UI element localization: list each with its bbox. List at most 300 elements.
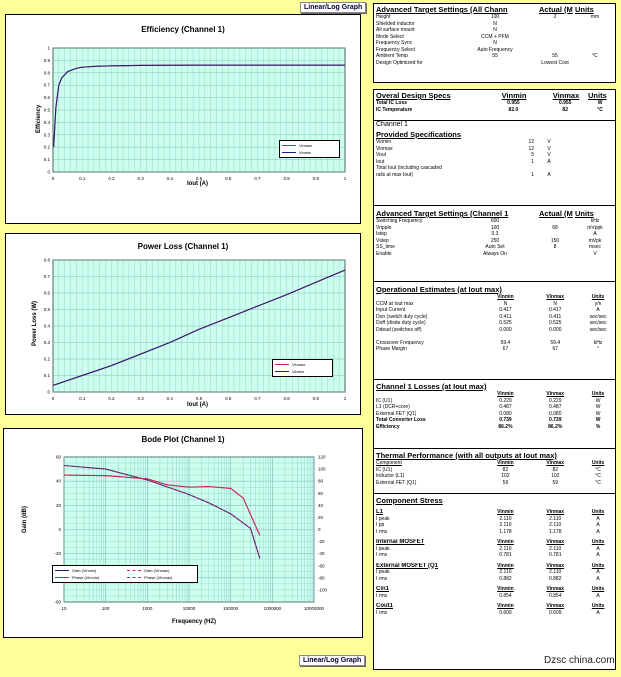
row-label: Istep — [376, 231, 387, 237]
x-tick-label: 0.8 — [283, 396, 290, 401]
col-header-vinmin: Vinmin — [497, 294, 514, 300]
row-value: W — [595, 410, 601, 417]
x-tick-label: 10 — [61, 606, 67, 611]
loss-total-row — [376, 424, 613, 431]
col-header: Vinmin — [497, 539, 514, 545]
col-header-vinmin: Vinmin — [501, 91, 527, 100]
section-title: Advanced Target Settings (All Chann — [376, 5, 508, 14]
design-row — [376, 107, 613, 114]
row-label: SS_time — [376, 244, 395, 250]
stress-row — [376, 593, 613, 600]
y-tick-label: 0.5 — [43, 107, 50, 113]
row-label: Ddead (switches off) — [376, 326, 422, 333]
row-label: Efficiency — [376, 423, 400, 430]
row-label: Vinmin — [376, 139, 392, 145]
row-value: 67 — [502, 346, 509, 352]
row-label: Enable — [376, 250, 392, 257]
row-label: Doff (diode duty cycle) — [376, 320, 426, 326]
row-value — [530, 251, 580, 258]
operational-rows — [376, 301, 613, 353]
row-label: I rms — [376, 575, 388, 582]
row-value: W — [595, 397, 601, 404]
row-value: °C — [592, 53, 598, 59]
row-value: °C — [597, 106, 603, 113]
stress-row — [376, 529, 613, 536]
row-value: 100 — [490, 14, 500, 20]
row-value: 1 — [531, 158, 534, 165]
x-tick-label: 0.9 — [312, 396, 319, 401]
row-label: Vinmax — [376, 145, 393, 152]
chart-title: Bode Plot (Channel 1) — [141, 435, 225, 444]
provided-rows — [376, 139, 613, 178]
row-label: Phase Margin — [376, 346, 407, 352]
row-value: 0.955 — [507, 100, 520, 106]
legend-item-vinmax: Vinmax — [282, 142, 337, 149]
row-value: Auto Set — [485, 244, 505, 250]
legend-item-phase-vinmax: Phase (Vinmax) — [127, 574, 195, 581]
row-value: 0.000 — [499, 326, 512, 333]
col-header-vinmax: Vinmax — [546, 294, 565, 300]
x-tick-label: 0.9 — [312, 176, 319, 181]
section-title: Provided Specifications — [376, 130, 462, 139]
stress-group-name: Internal MOSFET — [376, 539, 425, 545]
row-value: 59 — [502, 479, 509, 486]
col-header-units: Units — [591, 460, 605, 466]
x-axis-label: Iout (A) — [187, 402, 208, 408]
row-value: 5 — [531, 152, 534, 158]
y-tick-label: 0.1 — [43, 373, 50, 378]
row-label: L1 (DCR+core) — [376, 404, 410, 410]
row-value: A — [596, 528, 600, 535]
y-axis-label: Power Loss (W) — [32, 300, 38, 346]
efficiency-chart — [5, 14, 361, 224]
col-header-vinmin: Vinmin — [497, 391, 514, 397]
row-value: 0.854 — [499, 592, 512, 599]
row-value: 2.110 — [499, 569, 512, 575]
x-tick-label: 0 — [51, 396, 55, 401]
y-tick-label: 1 — [47, 45, 50, 51]
y2-tick-label: 0 — [318, 527, 321, 532]
row-value: 0.417 — [548, 307, 562, 313]
row-value: ° — [597, 346, 600, 352]
col-header: Units — [591, 586, 605, 592]
row-label: Don (switch duty cycle) — [376, 313, 428, 320]
y2-tick-label: -80 — [318, 575, 325, 581]
row-label: Height — [376, 14, 391, 20]
row-value: 8 — [553, 244, 557, 250]
col-header: Units — [591, 509, 605, 515]
y-tick-label: 0.2 — [43, 356, 50, 362]
section-title: Overal Design Specs — [376, 91, 451, 100]
y-tick-label: 0.5 — [43, 307, 50, 312]
stress-row — [376, 576, 613, 583]
col-header-actual: Actual (M — [539, 209, 573, 218]
bode-plot-svg — [4, 429, 362, 637]
row-value: % — [595, 423, 601, 430]
section-title: Channel 1 Losses (at Iout max) — [376, 382, 487, 391]
row-value: 0.525 — [548, 320, 562, 326]
col-header-actual: Actual (M — [539, 5, 573, 14]
col-header: Vinmax — [546, 586, 565, 592]
row-label: Mode Select — [376, 33, 404, 40]
stress-row — [376, 552, 613, 559]
col-header-vinmax: Vinmax — [552, 91, 580, 100]
col-header: Units — [591, 539, 605, 545]
row-value: 59 — [552, 479, 559, 486]
row-value: 68 — [552, 224, 558, 231]
bode-plot-chart — [3, 428, 363, 638]
row-label: I peak — [376, 545, 390, 552]
row-value: V — [547, 145, 551, 152]
stress-group-name: L1 — [376, 509, 384, 515]
row-value: y/n — [594, 300, 602, 307]
row-value: 55 — [492, 53, 498, 59]
y2-tick-label: -60 — [318, 563, 325, 569]
col-header: Vinmin — [497, 586, 514, 592]
chart-legend — [272, 359, 333, 377]
row-value: W — [595, 417, 601, 423]
row-value: 0.229 — [499, 397, 512, 404]
row-label: I rms — [376, 552, 388, 558]
y-tick-label: 0 — [47, 389, 50, 395]
row-label: Frequency Select — [376, 46, 415, 53]
row-value: 1 — [531, 171, 534, 178]
row-value: 0.739 — [548, 417, 562, 423]
row-label: Frequency Sync — [376, 40, 413, 46]
row-value: 0.955 — [558, 100, 572, 106]
row-value: 59.4 — [550, 339, 561, 346]
row-label: Total Iout (including cascaded — [376, 165, 442, 171]
row-value: W — [597, 100, 603, 106]
row-value: Always On — [483, 250, 507, 257]
x-tick-label: 0.1 — [79, 176, 86, 181]
row-value: A — [547, 158, 551, 165]
row-value: 82 — [502, 466, 509, 473]
x-tick-label: 0.1 — [79, 396, 86, 401]
power-loss-chart — [5, 233, 361, 415]
operational-row — [376, 346, 613, 353]
row-value: 1.178 — [548, 528, 562, 535]
chart-title: Efficiency (Channel 1) — [141, 25, 225, 34]
x-tick-label: 0.8 — [283, 176, 290, 181]
x-tick-label: 1000 — [142, 606, 153, 611]
x-tick-label: 0.7 — [254, 396, 261, 401]
x-tick-label: 0.2 — [108, 396, 115, 401]
row-value: A — [547, 171, 551, 178]
col-header: Vinmin — [497, 603, 514, 609]
row-value: 2.110 — [499, 545, 512, 552]
row-value: A — [596, 575, 600, 582]
row-value: mm — [590, 14, 600, 20]
thermal-rows — [376, 467, 613, 487]
row-label: CCM at Iout max — [376, 300, 414, 307]
legend-item-gain-vinmin: Gain (Vinmin) — [55, 567, 123, 574]
legend-item-vinmin: Vinmin — [275, 368, 330, 375]
y-tick-label: 0 — [47, 169, 50, 175]
row-label: I pp — [376, 522, 385, 528]
row-value: 0.781 — [548, 552, 562, 558]
row-value: kHz — [590, 218, 600, 224]
row-value: A — [596, 545, 600, 552]
row-label: Ambient Temp — [376, 53, 408, 59]
row-value: 67 — [552, 346, 559, 352]
stress-group-name: External MOSFET (Q1 — [376, 562, 439, 569]
row-value: msec — [589, 244, 601, 250]
row-value: N — [503, 300, 508, 307]
row-value: A — [596, 609, 600, 616]
row-label: I peak — [376, 569, 390, 575]
row-value: A — [593, 231, 597, 237]
x-tick-label: 0.6 — [225, 396, 232, 401]
col-header-vinmin: Vinmin — [497, 460, 514, 466]
col-header: Vinmax — [546, 603, 565, 609]
row-value: kHz — [593, 339, 603, 346]
stress-group-name: Cin1 — [376, 586, 390, 592]
row-value: sec/sec — [589, 326, 607, 333]
row-label: External FET (Q1) — [376, 479, 417, 486]
y-tick-label: 0.3 — [43, 132, 50, 138]
advanced-channel-rows — [376, 218, 613, 257]
x-tick-label: 10000 — [182, 606, 196, 611]
y-tick-label: 60 — [55, 454, 61, 460]
row-value: 0.080 — [548, 410, 562, 417]
design-rows — [376, 100, 613, 113]
x-tick-label: 100 — [101, 606, 110, 611]
y-tick-label: -20 — [54, 551, 61, 557]
row-value: mVpk — [588, 237, 602, 244]
x-tick-label: 100000 — [223, 606, 239, 611]
row-value: N — [493, 20, 497, 27]
y2-tick-label: 100 — [318, 466, 326, 472]
section-title: Operational Estimates (at Iout max) — [376, 285, 502, 294]
setting-row — [376, 60, 613, 67]
row-value: 100 — [490, 224, 500, 231]
x-axis-label: Frequency (HZ) — [172, 619, 217, 625]
col-header-component: Component — [376, 460, 402, 466]
col-header-vinmax: Vinmax — [546, 391, 565, 397]
row-value: 0.882 — [499, 575, 512, 582]
y-tick-label: 0.8 — [43, 70, 50, 76]
row-value: 0.525 — [499, 320, 512, 326]
thermal-row — [376, 480, 613, 487]
row-value: V — [547, 139, 551, 145]
row-value: 102 — [551, 473, 560, 479]
row-value: A — [596, 569, 600, 575]
row-value: A — [596, 552, 600, 558]
row-value: 1.178 — [499, 528, 512, 535]
x-tick-label: 0.7 — [254, 176, 261, 181]
y-tick-label: 0.9 — [43, 57, 50, 63]
col-header-units: Units — [591, 391, 605, 397]
col-header: Units — [591, 603, 605, 609]
row-value: 2.110 — [549, 522, 562, 528]
row-label: Iout — [376, 158, 385, 165]
x-tick-label: 0.3 — [137, 396, 144, 401]
row-value: °C — [595, 473, 601, 479]
linear-log-graph-button-top[interactable]: Linear/Log Graph — [300, 2, 366, 13]
watermark-text: Dzsc china.com — [544, 655, 615, 666]
row-label: Input Current — [376, 307, 406, 313]
row-value: 0.487 — [548, 404, 562, 410]
y-tick-label: 0.3 — [43, 340, 50, 345]
row-value: 82 — [562, 106, 568, 113]
row-value: N — [493, 40, 497, 46]
row-value: 82.0 — [508, 106, 519, 113]
col-header-units: Units — [575, 5, 594, 14]
col-header: Vinmax — [546, 539, 565, 545]
row-value: 86.2% — [498, 423, 513, 430]
col-header: Vinmax — [546, 509, 565, 515]
legend-item-gain-vinmax: Gain (Vinmax) — [127, 567, 195, 574]
row-label: Inductor (L1) — [376, 473, 405, 479]
row-value: 12 — [528, 145, 534, 152]
row-label: Total Converter Loss — [376, 417, 426, 423]
col-header: Vinmin — [497, 562, 514, 569]
provided-spec-row — [376, 172, 613, 179]
x-axis-label: Iout (A) — [187, 181, 208, 187]
col-header-vinmax: Vinmax — [546, 460, 565, 466]
y-tick-label: 40 — [55, 478, 61, 484]
row-value: 59.4 — [500, 339, 511, 346]
row-value — [460, 60, 530, 67]
x-tick-label: 0.4 — [166, 396, 173, 401]
row-label: Total IC Loss — [376, 100, 408, 106]
row-value: V — [593, 250, 597, 257]
row-label: Design Optimized for — [376, 59, 423, 66]
row-label: IC (U1) — [376, 466, 393, 473]
row-value: sec/sec — [589, 320, 607, 326]
row-value: V — [547, 152, 551, 158]
y2-tick-label: 120 — [318, 454, 326, 460]
row-value: sec/sec — [589, 313, 607, 320]
section-title: Component Stress — [376, 496, 443, 505]
efficiency-plot-svg — [6, 15, 360, 223]
row-value: °C — [595, 466, 601, 473]
row-label: Vout — [376, 152, 387, 158]
row-value: 0.609 — [548, 609, 562, 616]
row-value: CCM + PFM — [481, 33, 509, 40]
y-tick-label: 0.7 — [43, 274, 50, 279]
y2-tick-label: 20 — [318, 514, 324, 520]
x-tick-label: 1000000 — [263, 606, 282, 611]
row-value: 0.229 — [548, 397, 562, 404]
y-tick-label: 0.2 — [43, 144, 50, 150]
row-value: 12 — [528, 139, 534, 145]
row-value: 600 — [490, 218, 500, 224]
row-value: A — [596, 307, 600, 313]
row-label: I rms — [376, 528, 388, 535]
y-axis-label: Efficiency — [36, 104, 42, 133]
linear-log-graph-button-bottom[interactable]: Linear/Log Graph — [299, 655, 365, 666]
row-value: 0.882 — [548, 575, 562, 582]
legend-item-vinmax: Vinmax — [275, 361, 330, 368]
x-tick-label: 0.3 — [137, 176, 144, 181]
y2-tick-label: -100 — [318, 587, 328, 593]
y2-tick-label: 80 — [318, 478, 324, 484]
row-value: 55 — [552, 53, 558, 59]
row-value: 0.417 — [499, 307, 512, 313]
row-label: Shielded inductor — [376, 20, 415, 27]
channel-panel — [373, 120, 616, 670]
row-label: Switching Frequency — [376, 218, 423, 224]
y2-tick-label: -40 — [318, 551, 325, 557]
row-value: A — [596, 522, 600, 528]
row-label: I rms — [376, 592, 388, 599]
y-tick-label: 0.7 — [43, 82, 50, 88]
power-loss-plot-svg — [6, 234, 360, 414]
y-tick-label: 0.4 — [43, 119, 50, 125]
stress-rows — [376, 509, 613, 616]
col-header: Vinmax — [546, 562, 565, 569]
overall-design-specs-panel — [373, 89, 616, 121]
row-value: 0.3 — [491, 231, 499, 237]
row-label: I peak — [376, 515, 390, 522]
x-tick-label: 0.2 — [108, 176, 115, 181]
row-value: °C — [595, 479, 601, 486]
section-title: Advanced Target Settings (Channel 1 — [376, 209, 509, 218]
row-value: 2 — [553, 14, 557, 20]
row-value: 0.739 — [499, 417, 512, 423]
row-value: 0.000 — [548, 326, 562, 333]
y-tick-label: 0.8 — [43, 257, 50, 263]
row-value: Lowest Cost — [541, 59, 569, 66]
row-value: 0.080 — [499, 410, 512, 417]
col-header-units: Units — [588, 91, 607, 100]
legend-item-phase-vinmin: Phase (Vinmin) — [55, 574, 123, 581]
chart-legend — [52, 565, 198, 583]
y-tick-label: -60 — [54, 599, 61, 605]
col-header-units: Units — [591, 294, 605, 300]
y2-tick-label: -20 — [318, 539, 325, 545]
row-value: 250 — [490, 237, 500, 244]
chart-title: Power Loss (Channel 1) — [137, 242, 229, 251]
row-value: 150 — [550, 237, 560, 244]
advanced-settings-all-panel — [373, 3, 616, 83]
row-value: 0.609 — [499, 609, 512, 616]
y-tick-label: 0.1 — [43, 157, 50, 163]
row-label: Vstep — [376, 237, 389, 244]
row-value: 2.110 — [499, 515, 512, 522]
legend-item-vinmin: Vinmin — [282, 149, 337, 156]
row-value: W — [595, 404, 601, 410]
y2-tick-label: 60 — [318, 490, 324, 496]
x-tick-label: 1 — [343, 396, 347, 401]
row-value: 102 — [501, 473, 510, 479]
loss-rows — [376, 398, 613, 431]
y-axis-label: Gain (dB) — [22, 506, 28, 533]
y-tick-label: 0.6 — [43, 290, 50, 296]
row-value: 86.2% — [548, 423, 563, 430]
y-tick-label: 0.6 — [43, 95, 50, 101]
y-tick-label: 20 — [55, 502, 61, 508]
row-value: A — [596, 592, 600, 599]
row-value: 82 — [552, 466, 559, 473]
row-value: 2.110 — [499, 522, 512, 528]
settings-rows — [376, 14, 613, 66]
row-value: N — [553, 300, 558, 307]
row-label: IC Temperature — [376, 106, 413, 113]
col-header: Units — [591, 562, 605, 569]
channel-setting-row — [376, 251, 613, 258]
stress-row — [376, 610, 613, 617]
row-value: 0.411 — [499, 313, 512, 320]
col-header: Vinmin — [497, 509, 514, 515]
row-value: 0.411 — [549, 313, 562, 320]
section-title: Thermal Performance (with all outputs at Iout max) — [376, 451, 557, 460]
x-tick-label: 0.4 — [166, 176, 173, 181]
y-tick-label: 0.4 — [43, 323, 50, 329]
x-tick-label: 0.5 — [195, 176, 203, 181]
